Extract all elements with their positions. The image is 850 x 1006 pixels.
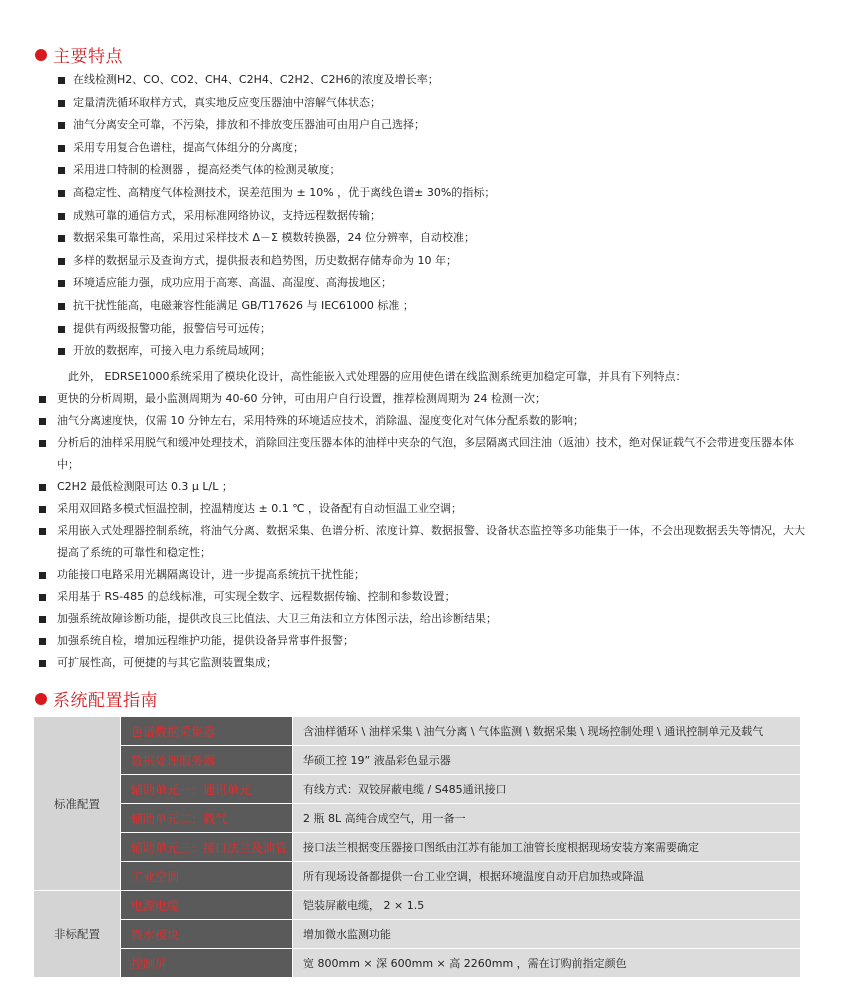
square-bullet-icon <box>39 396 46 403</box>
square-bullet-icon <box>39 484 46 491</box>
extra-feature-text: 功能接口电路采用光耦隔离设计，进一步提高系统抗干扰性能； <box>57 568 365 581</box>
extra-feature-item <box>35 388 810 410</box>
extra-feature-text: 分析后的油样采用脱气和缓冲处理技术，消除回注变压器本体的油样中夹杂的气泡，多层隔离式回注油（返油）技术，绝对保证载气不会带进变压器本体中； <box>57 436 794 471</box>
extra-feature-item <box>35 498 810 520</box>
feature-list <box>58 69 828 363</box>
bullet-dot-icon <box>35 49 47 61</box>
square-bullet-icon <box>39 616 46 623</box>
extra-feature-text: 加强系统故障诊断功能，提供改良三比值法、大卫三角法和立方体图示法，给出诊断结果； <box>57 612 497 625</box>
config-item-value: 有线方式：双铰屏蔽电缆 / S485通讯接口 <box>293 775 801 804</box>
feature-item <box>58 114 828 137</box>
feature-item <box>58 340 828 363</box>
square-bullet-icon <box>58 190 65 197</box>
config-row <box>34 949 801 978</box>
config-row <box>34 891 801 920</box>
config-item-value: 2 瓶 8L 高纯合成空气，用一备一 <box>293 804 801 833</box>
square-bullet-icon <box>39 660 46 667</box>
section-title: 主要特点 <box>53 47 123 67</box>
feature-text: 多样的数据显示及查询方式，提供报表和趋势图，历史数据存储寿命为 10 年； <box>73 253 457 267</box>
feature-text: 油气分离安全可靠，不污染，排放和不排放变压器油可由用户自己选择； <box>73 118 425 132</box>
feature-item <box>58 182 828 205</box>
intro-paragraph: 此外， EDRSE1000系统采用了模块化设计，高性能嵌入式处理器的应用使色谱在线监测系统更加稳定可靠，并具有下列特点： <box>68 370 687 383</box>
extra-feature-text: 可扩展性高，可便捷的与其它监测装置集成； <box>57 656 277 669</box>
square-bullet-icon <box>58 235 65 242</box>
extra-feature-item <box>35 630 810 652</box>
feature-text: 抗干扰性能高，电磁兼容性能满足 GB/T17626 与 IEC61000 标准 ； <box>73 298 414 312</box>
extra-feature-item <box>35 432 810 476</box>
feature-item <box>58 295 828 318</box>
extra-features <box>35 366 810 674</box>
feature-text: 采用进口特制的检测器 ，提高烃类气体的检测灵敏度； <box>73 163 341 177</box>
square-bullet-icon <box>58 100 65 107</box>
config-row <box>34 717 801 746</box>
square-bullet-icon <box>39 572 46 579</box>
extra-feature-item <box>35 476 810 498</box>
extra-feature-text: 采用嵌入式处理器控制系统，将油气分离、数据采集、色谱分析、浓度计算、数据报警、设备状态监控等多功能集于一体，不会出现数据丢失等情况，大大提高了系统的可靠性和稳定性； <box>57 524 805 559</box>
feature-text: 高稳定性、高精度气体检测技术，误差范围为 ± 10% ，优于离线色谱± 30%的指标； <box>73 185 496 199</box>
section-title: 系统配置指南 <box>53 691 158 711</box>
config-table <box>33 716 801 978</box>
config-group-label: 非标配置 <box>34 891 121 978</box>
config-item-value: 所有现场设备都提供一台工业空调，根据环境温度自动开启加热或降温 <box>293 862 801 891</box>
feature-text: 数据采集可靠性高，采用过采样技术 Δ－Σ 模数转换器，24 位分辨率，自动校准； <box>73 231 475 245</box>
feature-item <box>58 92 828 115</box>
feature-text: 开放的数据库，可接入电力系统局域网； <box>73 344 271 358</box>
feature-item <box>58 205 828 228</box>
extra-feature-text: 更快的分析周期，最小监测周期为 40-60 分钟，可由用户自行设置，推荐检测周期为 24 检测一次； <box>57 392 546 405</box>
extra-feature-text: 油气分离速度快，仅需 10 分钟左右，采用特殊的环境适应技术，消除温、湿度变化对气体分配系数的影响； <box>57 414 584 427</box>
config-item-name: 辅助单元一：通讯单元 <box>121 775 293 804</box>
feature-text: 采用专用复合色谱柱，提高气体组分的分离度； <box>73 140 304 154</box>
config-item-name: 工业空调 <box>121 862 293 891</box>
config-row <box>34 862 801 891</box>
feature-item <box>58 272 828 295</box>
square-bullet-icon <box>39 638 46 645</box>
config-item-value: 宽 800mm × 深 600mm × 高 2260mm ，需在订购前指定颜色 <box>293 949 801 978</box>
feature-text: 成熟可靠的通信方式，采用标准网络协议，支持远程数据传输； <box>73 208 381 222</box>
config-item-name: 微水模块 <box>121 920 293 949</box>
config-item-name: 数据处理服务器 <box>121 746 293 775</box>
config-item-name: 辅助单元二：载气 <box>121 804 293 833</box>
square-bullet-icon <box>58 77 65 84</box>
square-bullet-icon <box>58 145 65 152</box>
feature-item <box>58 250 828 273</box>
square-bullet-icon <box>58 348 65 355</box>
extra-feature-text: 采用基于 RS-485 的总线标准，可实现全数字、远程数据传输、控制和参数设置； <box>57 590 456 603</box>
feature-item <box>58 159 828 182</box>
square-bullet-icon <box>39 506 46 513</box>
config-item-name: 电源电缆 <box>121 891 293 920</box>
feature-item <box>58 69 828 92</box>
config-item-name: 控制屏 <box>121 949 293 978</box>
config-item-value: 华硕工控 19” 液晶彩色显示器 <box>293 746 801 775</box>
config-row <box>34 804 801 833</box>
feature-item <box>58 227 828 250</box>
extra-feature-item <box>35 608 810 630</box>
config-item-value: 含油样循环 \ 油样采集 \ 油气分离 \ 气体监测 \ 数据采集 \ 现场控制处理 \ 通讯控制单元及载气 <box>293 717 801 746</box>
config-item-value: 增加微水监测功能 <box>293 920 801 949</box>
config-item-name: 辅助单元三：接口法兰及油管 <box>121 833 293 862</box>
square-bullet-icon <box>39 418 46 425</box>
extra-feature-text: 采用双回路多模式恒温控制，控温精度达 ± 0.1 ℃ ，设备配有自动恒温工业空调； <box>57 502 463 515</box>
square-bullet-icon <box>39 528 46 535</box>
feature-item <box>58 137 828 160</box>
feature-text: 提供有两级报警功能，报警信号可远传； <box>73 321 271 335</box>
square-bullet-icon <box>39 440 46 447</box>
config-item-name: 色谱数据采集器 <box>121 717 293 746</box>
square-bullet-icon <box>58 303 65 310</box>
extra-feature-text: 加强系统自检，增加远程维护功能，提供设备异常事件报警； <box>57 634 354 647</box>
feature-item <box>58 318 828 341</box>
square-bullet-icon <box>58 326 65 333</box>
extra-feature-item <box>35 520 810 564</box>
square-bullet-icon <box>58 167 65 174</box>
square-bullet-icon <box>58 280 65 287</box>
feature-text: 定量清洗循环取样方式，真实地反应变压器油中溶解气体状态； <box>73 95 381 109</box>
config-item-value: 铠装屏蔽电缆， 2 × 1.5 <box>293 891 801 920</box>
config-item-value: 接口法兰根据变压器接口图纸由江苏有能加工油管长度根据现场安装方案需要确定 <box>293 833 801 862</box>
config-row <box>34 833 801 862</box>
extra-feature-item <box>35 586 810 608</box>
square-bullet-icon <box>58 258 65 265</box>
extra-feature-item <box>35 652 810 674</box>
extra-feature-item <box>35 410 810 432</box>
section-heading-config <box>35 686 158 711</box>
extra-feature-text: C2H2 最低检测限可达 0.3 μ L/L ； <box>57 480 233 493</box>
extra-feature-item <box>35 564 810 586</box>
feature-text: 在线检测H2、CO、CO2、CH4、C2H4、C2H2、C2H6的浓度及增长率； <box>73 73 439 86</box>
bullet-dot-icon <box>35 693 47 705</box>
section-heading-features <box>35 42 123 67</box>
feature-text: 环境适应能力强，成功应用于高寒、高温、高湿度、高海拔地区； <box>73 276 392 290</box>
config-row <box>34 746 801 775</box>
config-row <box>34 775 801 804</box>
square-bullet-icon <box>58 122 65 129</box>
config-row <box>34 920 801 949</box>
square-bullet-icon <box>39 594 46 601</box>
config-group-label: 标准配置 <box>34 717 121 891</box>
square-bullet-icon <box>58 213 65 220</box>
